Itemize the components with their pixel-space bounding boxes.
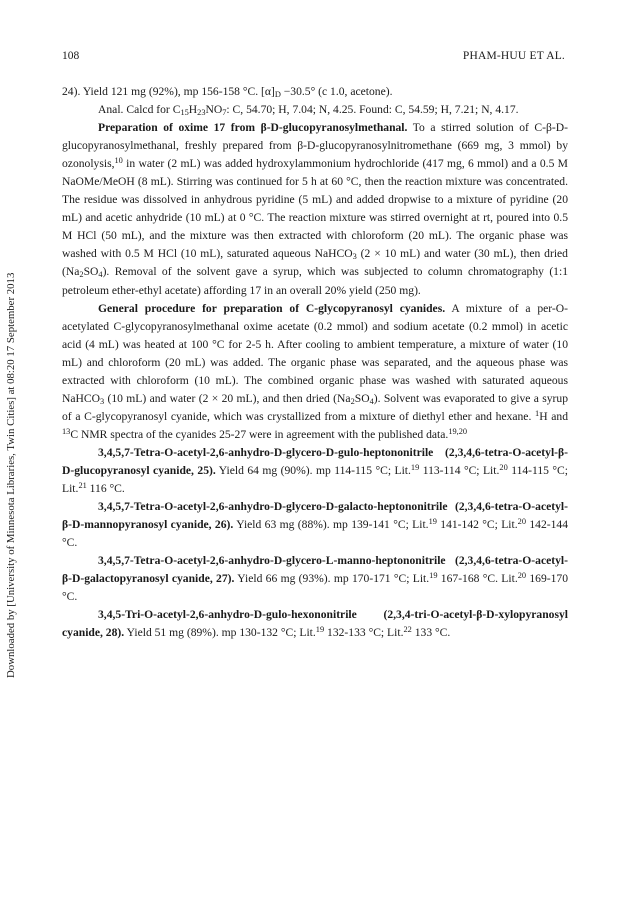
oxime-text: in water (2 mL) was added hydroxylammonium hydrochloride (417 mg, 6 mmol) and a 0.5 M NaOMe/MeOH (8 mL). Stirring was continued for 5 h at 60 °C, then the reaction mixture was concentrated. The residue was dissolved in anhydrous pyridine (5 mL) and added dropwise to a mixture of pyridine (20 mL) and acetic anhydride (10 mL) at 0 °C. The reaction mixture was stirred overnight at rt, poured into 0.5 M HCl (50 mL), and the mixture was then extracted with chloroform (20 mL). The organic phase was washed with 0.5 M HCl (10 mL), saturated aqueous NaHCO bbox=[62, 157, 568, 261]
reference-superscript: 20 bbox=[499, 462, 508, 472]
compound-heading-28: 3,4,5-Tri-O-acetyl-2,6-anhydro-D-gulo-hexononitrile (2,3,4-tri-O-acetyl-β-D-xylopyranosyl cyanide, 28). bbox=[62, 608, 568, 640]
oxime-text: SO bbox=[83, 265, 99, 279]
compound-text: 114-115 °C; Lit. bbox=[62, 463, 569, 496]
section-heading-general-procedure: General procedure for preparation of C-glycopyranosyl cyanides. bbox=[98, 301, 446, 315]
subscript: 4 bbox=[369, 396, 374, 406]
procedure-text: (10 mL) and water (2 × 20 mL), and then dried (Na bbox=[104, 391, 351, 405]
subscript: 15 bbox=[180, 108, 189, 118]
procedure-text: A mixture of a per-O-acetylated C-glycopyranosylmethanal oxime acetate (0.2 mmol) and sodium acetate (0.2 mmol) in acetic acid (4 mL) was heated at 100 °C for 2-5 h. After cooling to ambient temperature, a mixture of water (10 mL) and chloroform (20 mL) was added. The organic phase was separated, and the aqueous phase was extracted with chloroform (10 mL). The combined organic phase was washed with saturated aqueous NaHCO bbox=[62, 301, 568, 405]
procedure-text: ). Solvent was evaporated to give a syrup of a C-glycopyranosyl cyanide, which was crystallized from a mixture of diethyl ether and hexane. bbox=[62, 391, 569, 423]
paragraph-oxime-preparation bbox=[62, 119, 568, 299]
reference-superscript: 19 bbox=[428, 516, 437, 526]
compound-text: 142-144 °C. bbox=[62, 518, 568, 550]
paragraph-compound-28 bbox=[62, 606, 568, 642]
isotope-superscript: 13 bbox=[62, 426, 71, 436]
reference-superscript: 22 bbox=[403, 625, 412, 635]
oxime-text: To a stirred solution of C-β-D-glucopyranosylmethanal, freshly prepared from β-D-glucopyranosylnitromethane (669 mg, 3 mmol) by ozonolysis, bbox=[62, 121, 569, 171]
reference-superscript: 19,20 bbox=[448, 426, 468, 436]
paragraph-general-procedure bbox=[62, 300, 568, 444]
subscript: 4 bbox=[98, 270, 103, 280]
reference-superscript: 20 bbox=[517, 571, 527, 581]
compound-text: Yield 64 mg (90%). mp 114-115 °C; Lit. bbox=[215, 463, 411, 477]
oxime-text: ). Removal of the solvent gave a syrup, which was subjected to column chromatography (1:1 petroleum ether-ethyl acetate) affording 17 in an overall 20% yield (250 mg). bbox=[62, 265, 568, 297]
reference-superscript: 21 bbox=[78, 480, 87, 490]
procedure-text: H and bbox=[539, 409, 568, 423]
download-watermark-text: Downloaded by [University of Minnesota Libraries, Twin Cities] at 08:20 17 September 2013 bbox=[5, 272, 17, 678]
subscript: D bbox=[274, 90, 281, 100]
reference-superscript: 19 bbox=[429, 571, 438, 581]
subscript: 3 bbox=[100, 396, 105, 406]
paragraph-compound-25 bbox=[62, 444, 568, 498]
reference-superscript: 20 bbox=[517, 516, 526, 526]
paragraph-analysis bbox=[62, 101, 568, 119]
compound-heading-27: 3,4,5,7-Tetra-O-acetyl-2,6-anhydro-D-glycero-L-manno-heptononitrile (2,3,4,6-tetra-O-acetyl-β-D-galactopyranosyl cyanide, 27). bbox=[62, 554, 568, 586]
paragraph-compound-27 bbox=[62, 552, 568, 606]
compound-text: 132-133 °C; Lit. bbox=[324, 626, 404, 640]
compound-text: Yield 51 mg (89%). mp 130-132 °C; Lit. bbox=[124, 626, 316, 640]
download-watermark bbox=[3, 208, 19, 678]
subscript: 7 bbox=[222, 108, 227, 118]
analysis-text: NO bbox=[205, 103, 223, 117]
paragraph-compound-26 bbox=[62, 498, 568, 552]
compound-heading-25: 3,4,5,7-Tetra-O-acetyl-2,6-anhydro-D-glycero-D-gulo-heptononitrile (2,3,4,6-tetra-O-acetyl-β-D-glucopyranosyl cyanide, 25). bbox=[62, 445, 568, 477]
paragraph-yield-24 bbox=[62, 83, 568, 101]
subscript: 23 bbox=[197, 108, 206, 118]
reference-superscript: 19 bbox=[315, 625, 325, 635]
compound-text: 113-114 °C; Lit. bbox=[419, 463, 500, 477]
running-head: PHAM-HUU ET AL. bbox=[462, 50, 565, 62]
reference-superscript: 19 bbox=[410, 462, 420, 472]
compound-text: 141-142 °C; Lit. bbox=[436, 518, 518, 532]
subscript: 2 bbox=[79, 270, 84, 280]
oxime-text: (2 × 10 mL) and water (30 mL), then dried (Na bbox=[62, 247, 568, 279]
compound-text: 133 °C. bbox=[411, 626, 451, 640]
body-text bbox=[62, 83, 568, 642]
subscript: 2 bbox=[350, 396, 355, 406]
compound-text: 167-168 °C. Lit. bbox=[437, 572, 518, 586]
compound-text: 169-170 °C. bbox=[62, 572, 568, 604]
page-number: 108 bbox=[62, 50, 80, 62]
compound-text: Yield 63 mg (88%). mp 139-141 °C; Lit. bbox=[233, 518, 429, 532]
yield-24-text: 24). Yield 121 mg (92%), mp 156-158 °C. [α] bbox=[62, 85, 275, 98]
section-heading-oxime: Preparation of oxime 17 from β-D-glucopyranosylmethanal. bbox=[98, 121, 408, 135]
compound-heading-26: 3,4,5,7-Tetra-O-acetyl-2,6-anhydro-D-glycero-D-galacto-heptononitrile (2,3,4,6-tetra-O-acetyl-β-D-mannopyranosyl cyanide, 26). bbox=[62, 500, 568, 532]
analysis-text: N, 4.17. bbox=[481, 103, 519, 117]
isotope-superscript: 1 bbox=[535, 408, 540, 418]
analysis-text: H bbox=[188, 103, 198, 117]
compound-text: 116 °C. bbox=[86, 482, 125, 496]
analysis-text: : C, 54.70; H, 7.04; N, 4.25. Found: C, 54.59; H, 7.21; bbox=[226, 103, 479, 117]
page-header bbox=[62, 50, 565, 66]
procedure-text: SO bbox=[354, 391, 370, 405]
reference-superscript: 10 bbox=[114, 156, 123, 166]
optical-rotation-text: −30.5° (c 1.0, acetone). bbox=[280, 85, 393, 98]
procedure-text: C NMR spectra of the cyanides 25-27 were in agreement with the published data. bbox=[70, 427, 449, 441]
subscript: 3 bbox=[352, 252, 357, 262]
analysis-text: Anal. Calcd for C bbox=[98, 103, 181, 117]
compound-text: Yield 66 mg (93%). mp 170-171 °C; Lit. bbox=[234, 572, 430, 586]
